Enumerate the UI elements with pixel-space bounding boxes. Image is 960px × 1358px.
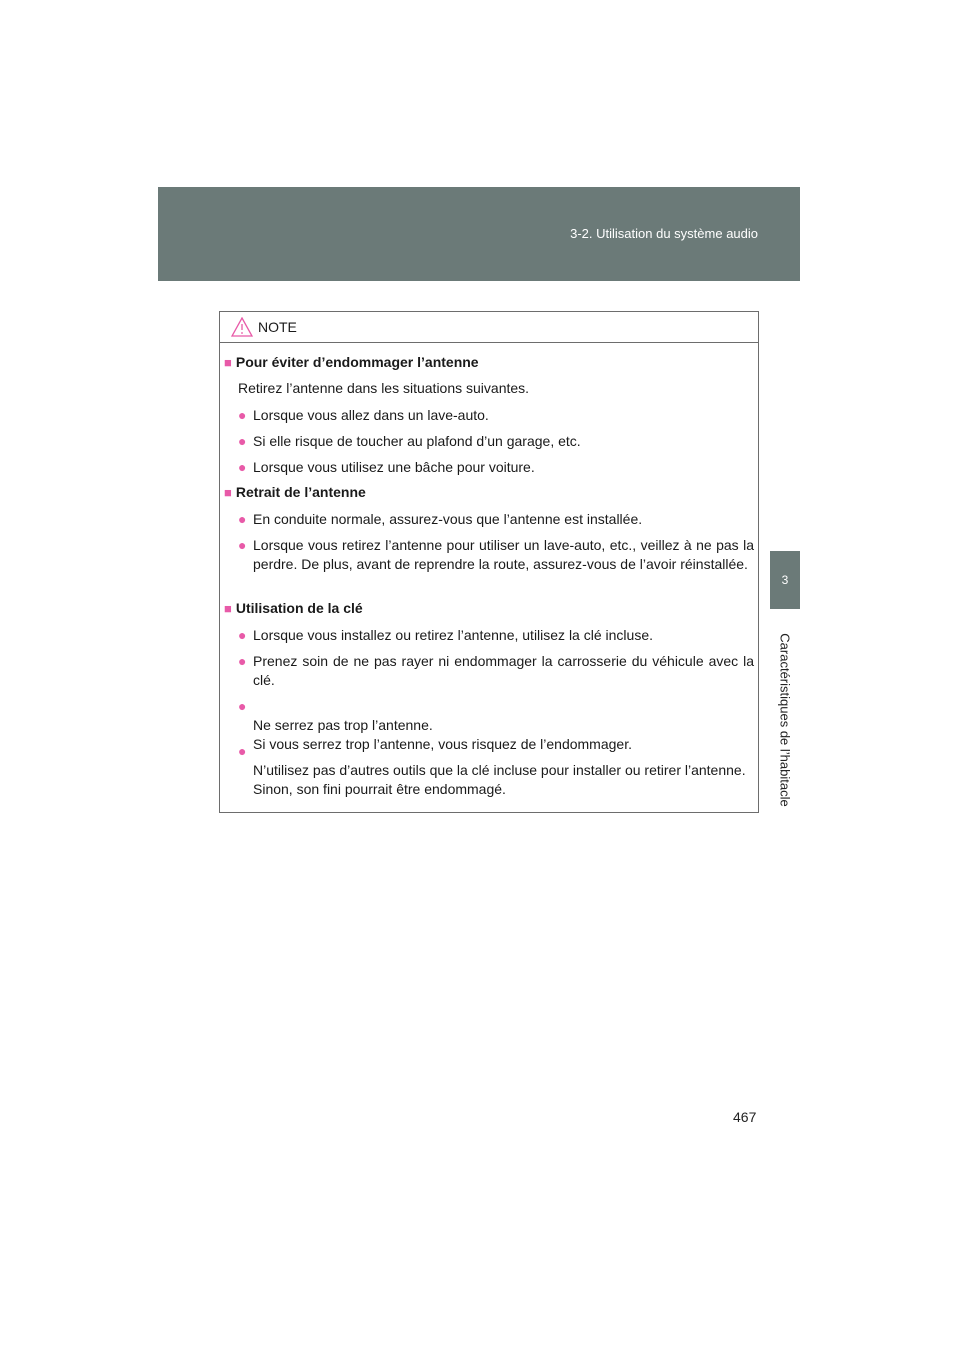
circle-bullet-icon: ●	[238, 698, 247, 714]
section-heading: ■ Utilisation de la clé	[224, 600, 363, 616]
note-box	[219, 311, 759, 813]
circle-bullet-icon: ●	[238, 653, 247, 669]
list-item: ● Lorsque vous retirez l’antenne pour utiliser un lave-auto, etc., veillez à ne pas la perdre. De plus, avant de reprendre la route, assurez-vous de l’avoir réinstallée.	[238, 537, 754, 572]
section-intro: Retirez l’antenne dans les situations suivantes.	[238, 380, 530, 396]
circle-bullet-icon: ●	[238, 743, 247, 759]
circle-bullet-icon: ●	[238, 433, 247, 449]
list-item: ● Lorsque vous utilisez une bâche pour voiture.	[238, 459, 535, 475]
list-item: ● Lorsque vous installez ou retirez l’antenne, utilisez la clé incluse.	[238, 627, 653, 643]
list-item: ● Ne serrez pas trop l’antenne. Si vous serrez trop l’antenne, vous risquez de l’endommager.	[238, 698, 632, 752]
square-bullet-icon: ■	[224, 601, 232, 616]
list-item: ● Prenez soin de ne pas rayer ni endommager la carrosserie du véhicule avec la clé.	[238, 653, 754, 688]
section-title: 3-2. Utilisation du système audio	[570, 226, 758, 241]
square-bullet-icon: ■	[224, 355, 232, 370]
side-tab	[770, 609, 800, 831]
circle-bullet-icon: ●	[238, 407, 247, 423]
section-heading: ■ Pour éviter d’endommager l’antenne	[224, 354, 479, 370]
header-band	[158, 187, 800, 281]
list-item: ● Si elle risque de toucher au plafond d’un garage, etc.	[238, 433, 581, 449]
list-item: ● N’utilisez pas d’autres outils que la clé incluse pour installer ou retirer l’antenne. Sinon, son fini pourrait être endommagé.	[238, 743, 746, 797]
circle-bullet-icon: ●	[238, 537, 247, 553]
warning-icon	[231, 317, 253, 337]
list-item: ● Lorsque vous allez dans un lave-auto.	[238, 407, 489, 423]
note-header	[220, 312, 758, 343]
page-number: 467	[733, 1109, 757, 1125]
circle-bullet-icon: ●	[238, 459, 247, 475]
side-tab-label: Caractéristiques de l’habitacle	[777, 633, 793, 807]
section-heading: ■ Retrait de l’antenne	[224, 484, 366, 500]
square-bullet-icon: ■	[224, 485, 232, 500]
circle-bullet-icon: ●	[238, 511, 247, 527]
note-title: NOTE	[258, 319, 297, 335]
side-tab-number: 3	[770, 551, 800, 609]
list-item: ● En conduite normale, assurez-vous que l’antenne est installée.	[238, 511, 643, 527]
circle-bullet-icon: ●	[238, 627, 247, 643]
